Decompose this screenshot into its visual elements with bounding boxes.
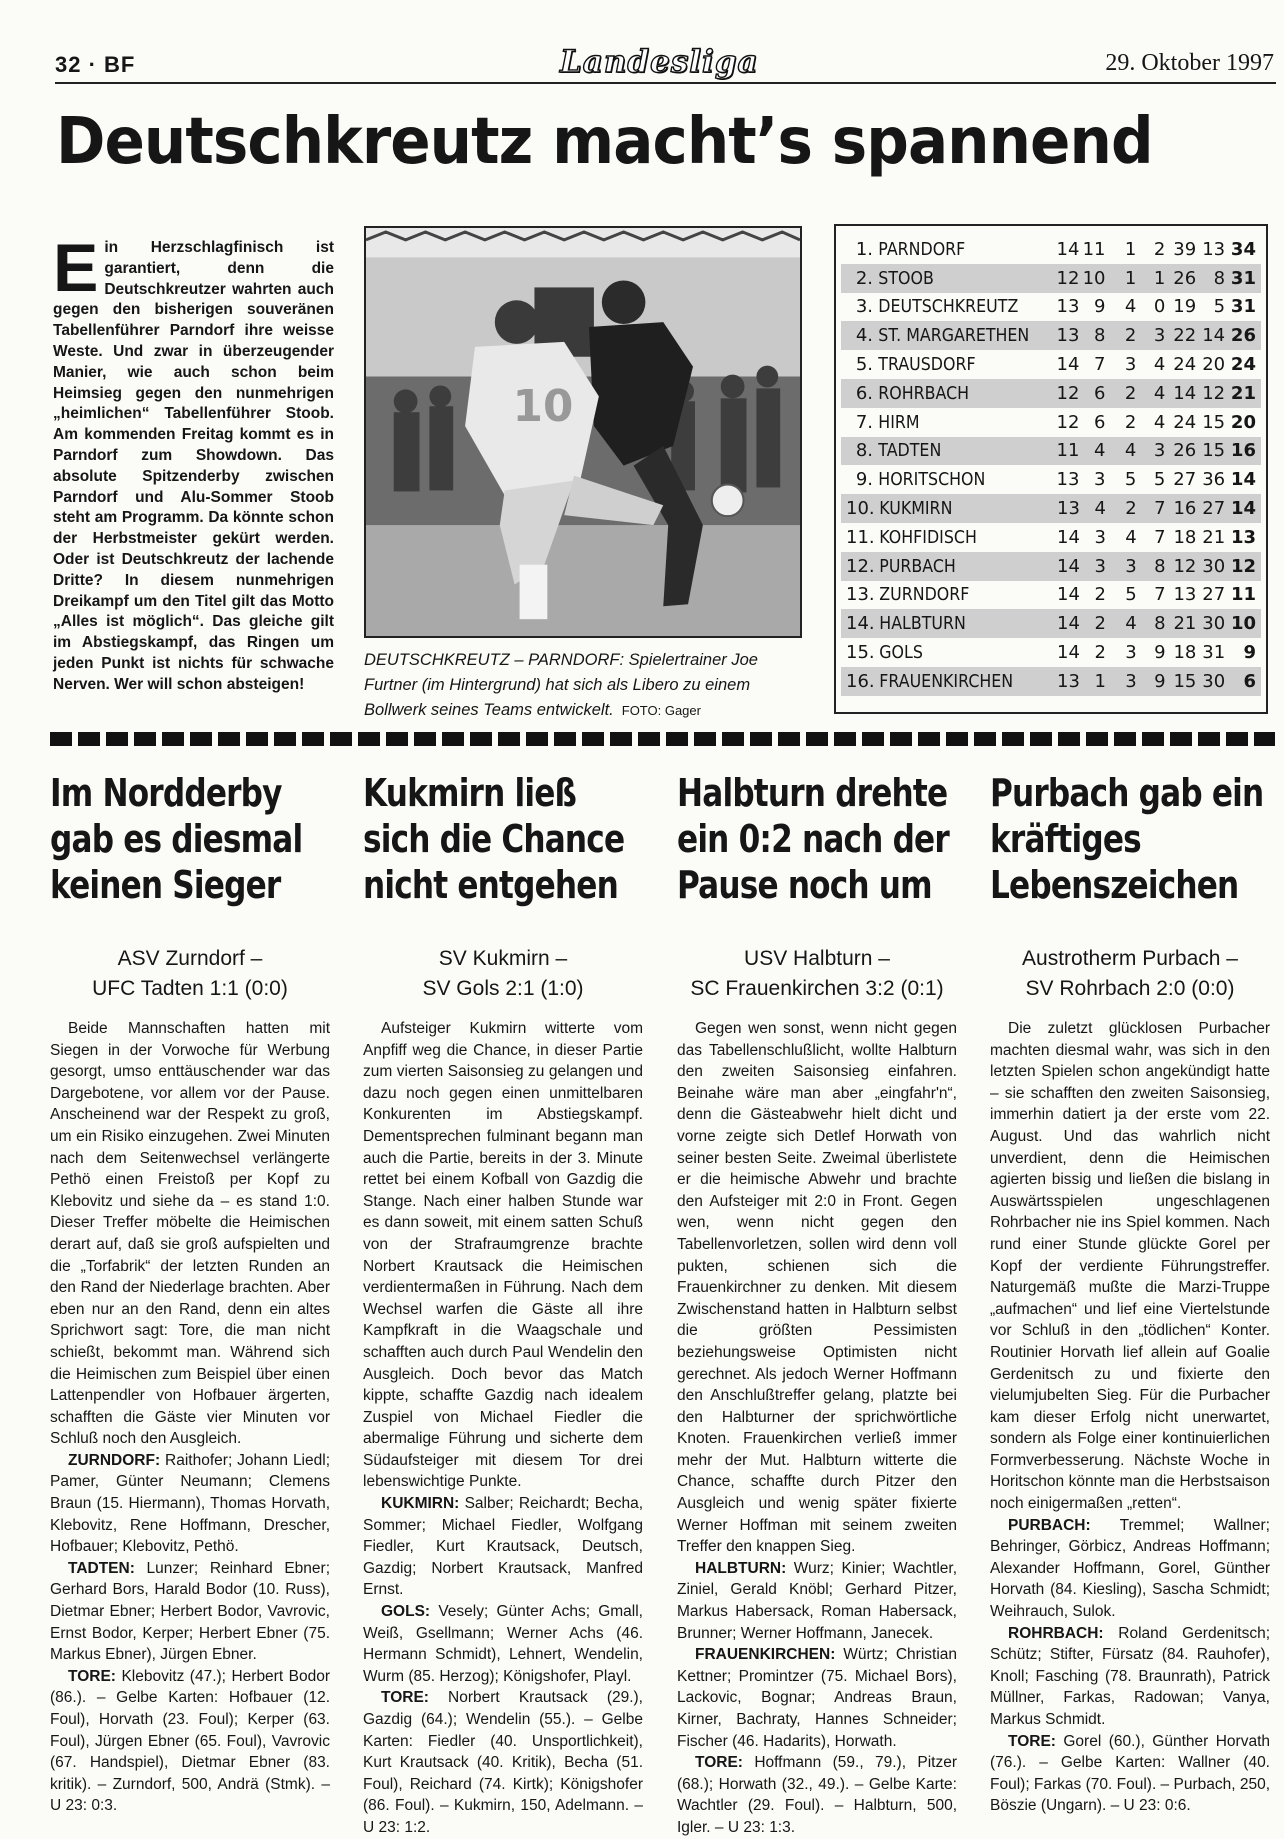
standings-cell-won: 3	[1094, 469, 1106, 491]
match-result	[990, 944, 1270, 1004]
standings-cell-lost: 4	[1153, 382, 1166, 404]
lineup-away-text: Würtz; Christian Kettner; Promintzer (75. Michael Bors), Lackovic, Bognar; Andreas Braun, Kirner, Bachraty, Hannes Schneider; Fischer (46. Hadarits), Horwath.	[677, 1646, 957, 1750]
page-number: 32 · BF	[55, 52, 136, 77]
lineup-home-label: ZURNDORF:	[68, 1451, 161, 1469]
standings-cell-team: PURBACH	[879, 555, 956, 577]
standings-cell-pos: 3.	[855, 296, 874, 318]
standings-cell-drawn: 1	[1124, 267, 1137, 289]
lineup-home-label: PURBACH:	[1008, 1516, 1091, 1534]
standings-cell-drawn: 4	[1124, 440, 1137, 462]
standings-cell-gf: 21	[1173, 613, 1197, 635]
standings-cell-won: 6	[1094, 411, 1106, 433]
article-body	[50, 1018, 330, 1450]
standings-cell-pos: 9.	[855, 469, 874, 491]
standings-cell-pts: 24	[1230, 354, 1256, 376]
standings-cell-lost: 8	[1154, 555, 1166, 577]
standings-cell-gf: 12	[1173, 555, 1197, 577]
standings-cell-pos: 16.	[846, 670, 875, 692]
lineup-away	[990, 1623, 1270, 1731]
jersey-number: 10	[512, 382, 574, 433]
standings-cell-drawn: 2	[1124, 382, 1137, 404]
goals-label: TORE:	[68, 1667, 116, 1685]
standings-cell-won: 2	[1094, 613, 1106, 635]
standings-cell-team: FRAUENKIRCHEN	[879, 670, 1014, 692]
article-body	[363, 1018, 643, 1493]
standings-cell-lost: 0	[1153, 296, 1166, 318]
article-kukmirn-gols	[363, 770, 643, 1839]
standings-cell-won: 7	[1094, 354, 1106, 376]
standings-cell-team: KOHFIDISCH	[879, 526, 977, 548]
match-photo	[364, 226, 802, 638]
standings-cell-lost: 7	[1154, 498, 1166, 520]
standings-cell-pts: 16	[1230, 440, 1256, 462]
intro-text	[53, 230, 334, 696]
standings-cell-gf: 19	[1173, 296, 1197, 318]
standings-cell-played: 14	[1057, 555, 1080, 577]
standings-cell-pos: 11.	[846, 526, 875, 548]
standings-cell-ga: 15	[1202, 440, 1226, 462]
standings-cell-ga: 14	[1202, 325, 1226, 347]
standings-cell-drawn: 4	[1124, 296, 1137, 318]
standings-row	[841, 465, 1261, 494]
lineup-away-label: GOLS:	[381, 1603, 431, 1621]
standings-cell-gf: 26	[1173, 267, 1197, 289]
photo-caption	[364, 648, 804, 723]
standings-cell-ga: 30	[1202, 613, 1226, 635]
standings-cell-pts: 20	[1230, 411, 1256, 433]
standings-cell-gf: 15	[1173, 670, 1197, 692]
article-lineups	[363, 1493, 643, 1839]
standings-cell-won: 3	[1094, 555, 1106, 577]
standings-cell-gf: 27	[1173, 469, 1197, 491]
standings-cell-pts: 14	[1230, 498, 1256, 520]
standings-cell-pos: 4.	[855, 325, 874, 347]
article-body-text: Die zuletzt glücklosen Purbacher machten diesmal wahr, was sich in den letzten Spielen schon angekündigt hatte – sie schafften den zweiten Saisonsieg, immerhin datiert ja der erste vom 22. August. Und das wahrlich nicht unverdient, denn die Heimischen agierten bissig und ließen die bislang in Auswärtsspielen ungeschlagenen Rohrbacher nie ins Spiel kommen. Nach rund einer Stunde glückte Gorel per Kopf der verdiente Führungstreffer. Naturgemäß mußte die Marzi-Truppe „aufmachen“ und lief eine Viertelstunde vor Schluß in den „tödlichen“ Konter. Routinier Horvath lief allein auf Goalie Gerdenitsch zu und fixierte den vielumjubelten Sieg. Für die Purbacher kam dieser Erfolg nicht unerwartet, sondern als Folge einer kontinuierlichen Formverbesserung. Nächste Woche in Horitschon könnte man die Herbstsaison noch einigermaßen „retten“.	[990, 1020, 1270, 1513]
standings-cell-played: 13	[1056, 325, 1080, 347]
lineup-away-label: TADTEN:	[68, 1559, 135, 1577]
standings-cell-played: 11	[1056, 440, 1080, 462]
standings-row	[841, 581, 1261, 610]
standings-cell-pts: 11	[1230, 584, 1256, 606]
standings-cell-team: ST. MARGARETHEN	[878, 325, 1030, 347]
standings-cell-team: HALBTURN	[879, 613, 966, 635]
article-lineups	[990, 1515, 1270, 1817]
standings-cell-pos: 10.	[846, 498, 875, 520]
match-line-2: SV Rohrbach 2:0 (0:0)	[1025, 977, 1235, 1000]
lineup-away-label: ROHRBACH:	[1008, 1624, 1104, 1642]
standings-cell-pos: 6.	[855, 382, 874, 404]
match-result	[677, 944, 957, 1004]
section-divider	[50, 732, 1275, 746]
standings-cell-ga: 8	[1213, 267, 1226, 289]
standings-cell-pts: 21	[1230, 382, 1256, 404]
standings-cell-lost: 4	[1153, 411, 1166, 433]
standings-cell-pts: 13	[1230, 526, 1256, 548]
standings-cell-ga: 27	[1202, 498, 1226, 520]
lineup-away-text: Roland Gerdenitsch; Schütz; Stifter, Fürsatz (84. Rauhofer), Knoll; Fasching (78. Braunrath), Patrick Müllner, Farkas, Radowan; Vanya, Markus Schmidt.	[990, 1624, 1270, 1728]
standings-cell-gf: 24	[1173, 411, 1197, 433]
standings-cell-team: ROHRBACH	[878, 382, 970, 404]
standings-cell-pts: 31	[1230, 267, 1256, 289]
standings-cell-pos: 13.	[846, 584, 875, 606]
standings-cell-ga: 15	[1202, 411, 1226, 433]
issue-date: 29. Oktober 1997	[1105, 50, 1274, 76]
article-headline: Halbturn drehte ein 0:2 nach der Pause noch um	[677, 771, 949, 907]
standings-cell-team: HORITSCHON	[878, 469, 986, 491]
standings-cell-team: HIRM	[878, 411, 920, 433]
standings-cell-played: 12	[1056, 382, 1080, 404]
standings-cell-played: 14	[1057, 642, 1080, 664]
standings-cell-won: 8	[1094, 325, 1106, 347]
lineup-away-text: Lunzer; Reinhard Ebner; Gerhard Bors, Harald Bodor (10. Russ), Dietmar Ebner; Herbert Bodor, Vavrovic, Ernst Bodor, Kerper; Herbert Ebner (75. Markus Ebner), Jürgen Ebner.	[50, 1559, 330, 1664]
standings-cell-pts: 14	[1230, 469, 1256, 491]
standings-cell-gf: 18	[1173, 642, 1197, 664]
lineup-home-text: Wurz; Kinier; Wachtler, Ziniel, Gerald Knöbl; Gerhard Pitzer, Markus Habersack, Roman Habersack, Brunner; Werner Hoffmann, Janecek.	[677, 1559, 957, 1642]
standings-cell-gf: 39	[1173, 238, 1197, 260]
standings-cell-ga: 20	[1202, 354, 1226, 376]
article-body	[677, 1018, 957, 1558]
article-headline: Purbach gab ein kräftiges Lebenszeichen	[990, 771, 1264, 907]
standings-cell-pts: 6	[1243, 670, 1256, 692]
photo-credit: FOTO: Gager	[621, 703, 701, 718]
standings-row	[841, 437, 1261, 466]
standings-cell-ga: 31	[1202, 642, 1226, 664]
lineup-away	[363, 1601, 643, 1687]
goals-info	[50, 1666, 330, 1817]
standings-cell-pos: 2.	[855, 267, 874, 289]
lineup-away-text: Vesely; Günter Achs; Gmall, Weiß, Gsellmann; Werner Achs (46. Hermann Schmidt), Lehnert, Wendelin, Wurm (85. Herzog); Königshofer, Playl.	[363, 1603, 643, 1685]
standings-cell-gf: 22	[1173, 325, 1197, 347]
standings-row	[841, 408, 1261, 437]
standings-cell-played: 14	[1056, 354, 1080, 376]
lineup-home	[990, 1515, 1270, 1623]
standings-row	[841, 638, 1261, 667]
standings-cell-team: GOLS	[879, 642, 923, 664]
article-body-text: Beide Mannschaften hatten mit Siegen in der Vorwoche für Werbung gesorgt, umso enttäuschender war das Dargebotene, vor allem vor der Pause. Anscheinend war der Respekt zu groß, um ein Risiko einzugehen. Zwei Minuten nach dem Seitenwechsel verlängerte Pethö einen Freistoß per Kopf zu Klebovitz und siehe da – es stand 1:0. Dieser Treffer möbelte die Heimischen derart auf, daß sie groß aufspielten und die „Torfabrik“ der letzten Runden an den Rand der Niederlage brachten. Aber eben nur an den Rand, denn ein altes Sprichwort sagt: Tore, die man nicht schießt, bekommt man. Während sich die Heimischen zum Beispiel über einen Lattenpendler von Hofbauer ärgerten, schafften die Gäste vier Minuten vor Schluß noch den Ausgleich.	[50, 1020, 330, 1448]
standings-cell-team: PARNDORF	[878, 238, 966, 260]
goals-text: Hoffmann (59., 79.), Pitzer (68.); Horwath (32., 49.). – Gelbe Karte: Wachtler (29. Foul). – Halbturn, 500, Igler. – U 23: 1:3.	[677, 1754, 957, 1836]
match-line-2: SC Frauenkirchen 3:2 (0:1)	[690, 977, 944, 1000]
standings-cell-lost: 7	[1154, 584, 1166, 606]
standings-cell-won: 3	[1094, 526, 1106, 548]
standings-cell-won: 4	[1094, 440, 1106, 462]
standings-row	[841, 235, 1261, 264]
standings-cell-won: 9	[1094, 296, 1106, 318]
standings-cell-played: 13	[1056, 296, 1080, 318]
match-line-1: Austrotherm Purbach –	[1022, 947, 1238, 970]
standings-cell-pos: 15.	[846, 642, 875, 664]
goals-label: TORE:	[1008, 1732, 1056, 1750]
standings-cell-won: 2	[1094, 584, 1106, 606]
standings-cell-pts: 34	[1230, 238, 1256, 260]
standings-cell-ga: 30	[1202, 670, 1226, 692]
lineup-away	[677, 1644, 957, 1752]
match-line-1: USV Halbturn –	[744, 947, 890, 970]
standings-cell-pos: 7.	[855, 411, 874, 433]
standings-cell-pts: 9	[1243, 642, 1256, 664]
standings-row	[841, 552, 1261, 581]
match-line-2: UFC Tadten 1:1 (0:0)	[92, 977, 288, 1000]
standings-row	[841, 321, 1261, 350]
standings-cell-played: 12	[1056, 411, 1080, 433]
standings-cell-team: DEUTSCHKREUTZ	[878, 296, 1019, 318]
standings-row	[841, 350, 1261, 379]
standings-cell-drawn: 5	[1124, 469, 1137, 491]
standings-cell-lost: 3	[1153, 325, 1166, 347]
standings-cell-won: 10	[1082, 267, 1106, 289]
lineup-away	[50, 1558, 330, 1666]
article-zurndorf-tadten	[50, 770, 330, 1817]
standings-cell-lost: 5	[1153, 469, 1166, 491]
article-body-text: Aufsteiger Kukmirn witterte vom Anpfiff weg die Chance, in dieser Partie zum vierten Saisonsieg zu gelangen und dazu noch gegen einen unmittelbaren Konkurenten im Abstiegskampf. Dementsprechen fulminant begann man auch die Partie, bereits in der 3. Minute rettet bei einem Kofball von Gazdig die Stange. Nach einer halben Stunde war es dann soweit, mit einem satten Schuß von der Strafraumgrenze brachte Norbert Krautsack die Heimischen verdientermaßen in Führung. Nach dem Wechsel warfen die Gäste all ihre Kampfkraft in die Waagschale und schafften auch durch Paul Wendelin den Ausgleich. Doch bevor das Match kippte, schaffte Gazdig nach idealem Zuspiel von Michael Fiedler die abermalige Führung und sicherte dem Südaufsteiger mit diesem Tor drei lebenswichtige Punkte.	[363, 1020, 643, 1491]
lineup-home-label: HALBTURN:	[695, 1559, 787, 1577]
standings-cell-drawn: 2	[1124, 325, 1137, 347]
lineup-home-text: Tremmel; Wallner; Behringer, Görbicz, Andreas Hoffmann; Alexander Hoffmann, Gorel, Günther Horvath (84. Kiesling), Sascha Schmidt; Weihrauch, Sulok.	[990, 1516, 1270, 1621]
article-lineups	[677, 1558, 957, 1839]
standings-cell-drawn: 2	[1125, 498, 1137, 520]
standings-cell-won: 2	[1094, 642, 1106, 664]
standings-cell-team: KUKMIRN	[879, 498, 953, 520]
standings-cell-played: 13	[1056, 469, 1080, 491]
goals-label: TORE:	[381, 1689, 429, 1707]
goals-info	[990, 1731, 1270, 1817]
article-body-text: Gegen wen sonst, wenn nicht gegen das Tabellenschlußlicht, wollte Halbturn den zweiten Saisonsieg einfahren. Beinahe wäre man aber „eingfahr'n“, denn die Gästeabwehr hielt dicht und vorne zeigte sich Detlef Horwath von seiner besten Seite. Zweimal überlistete er die heimische Abwehr und brachte den Aufsteiger mit 2:0 in Front. Gegen wen, wenn nicht gegen den Tabellenvorletzen, sollen wird denn voll pukten, schienen sich die Frauenkirchner zu denken. Mit diesem Zwischenstand hatten in Halbturn selbst die größten Pessimisten beziehungsweise Optimisten nicht gerechnet. Als jedoch Werner Hoffmann den Anschlußtreffer gelang, platzte bei den Halbturner der sprichwörtliche Knoten. Frauenkirchen verließ immer mehr der Mut. Halbturn witterte die Chance, schaffte durch Pitzer den Ausgleich und wenig später fixierte Werner Hoffman mit seinem zweiten Treffer den knappen Sieg.	[677, 1020, 957, 1556]
standings-cell-ga: 5	[1213, 296, 1226, 318]
lineup-home-label: KUKMIRN:	[381, 1495, 460, 1513]
standings-row	[841, 523, 1261, 552]
standings-table	[834, 224, 1268, 714]
standings-cell-team: STOOB	[878, 267, 934, 289]
standings-row	[841, 379, 1261, 408]
intro-text-b: Am kommenden Freitag kommt es in Parndorf zum Showdown. Das absolute Spitzenderby zwischen Parndorf und Alu-Sommer Stoob steht am Programm. Da könnte schon der Herbstmeister gekürt werden. Oder ist Deutschkreutz der lachende Dritte? In diesem nunmehrigen Dreikampf um den Titel gilt das Motto „Alles ist möglich“. Das gleiche gilt im Abstiegskampf, das Ringen um jeden Punkt ist nichts für schwache Nerven. Wer will schon absteigen!	[53, 426, 334, 693]
standings-cell-pts: 26	[1230, 325, 1256, 347]
goals-text: Norbert Krautsack (29.), Gazdig (64.); Wendelin (55.). – Gelbe Karten: Fiedler (40. Unsportlichkeit), Kurt Krautsack (40. Kritik), Becha (51. Foul), Reichard (74. Kirtk); Königshofer (86. Foul). – Kukmirn, 150, Adelmann. – U 23: 1:2.	[363, 1689, 643, 1836]
standings-row	[841, 293, 1261, 322]
standings-cell-lost: 1	[1153, 267, 1166, 289]
goals-info	[677, 1752, 957, 1838]
standings-cell-ga: 13	[1202, 238, 1226, 260]
standings-cell-lost: 4	[1153, 354, 1166, 376]
standings-cell-played: 14	[1057, 584, 1080, 606]
standings-cell-ga: 27	[1202, 584, 1226, 606]
standings-cell-drawn: 2	[1124, 411, 1137, 433]
lineup-away-label: FRAUENKIRCHEN:	[695, 1646, 836, 1664]
standings-cell-ga: 30	[1202, 555, 1226, 577]
goals-text: Gorel (60.), Günther Horvath (76.). – Gelbe Karten: Wallner (40. Foul); Farkas (70. Foul). – Purbach, 250, Böszie (Ungarn). – U 23: 0:6.	[990, 1732, 1270, 1815]
standings-cell-played: 12	[1056, 267, 1080, 289]
standings-cell-won: 1	[1094, 670, 1106, 692]
standings-row	[841, 609, 1261, 638]
intro-dropcap: E	[53, 230, 99, 306]
standings-cell-drawn: 3	[1125, 670, 1137, 692]
standings-cell-pts: 10	[1230, 613, 1256, 635]
goals-text: Klebovitz (47.); Herbert Bodor (86.). – Gelbe Karten: Hofbauer (12. Foul), Horvath (23. Foul); Kerper (63. Foul), Jürgen Ebner (65. Foul), Vavrovic (67. Handspiel), Dietmar Ebner (83. kritik). – Zurndorf, 500, Andrä (Stmk). – U 23: 0:3.	[50, 1667, 330, 1815]
standings-cell-lost: 2	[1153, 238, 1166, 260]
standings-cell-won: 4	[1094, 498, 1106, 520]
article-headline: Im Nordderby gab es diesmal keinen Sieger	[50, 771, 303, 907]
match-line-1: ASV Zurndorf –	[117, 947, 263, 970]
standings-cell-team: TADTEN	[878, 440, 942, 462]
lineup-home	[677, 1558, 957, 1644]
standings-cell-team: TRAUSDORF	[878, 354, 976, 376]
standings-cell-lost: 9	[1154, 642, 1166, 664]
match-line-1: SV Kukmirn –	[438, 947, 568, 970]
standings-cell-lost: 8	[1154, 613, 1166, 635]
standings-cell-played: 14	[1056, 238, 1080, 260]
standings-cell-drawn: 4	[1125, 526, 1137, 548]
standings-cell-pos: 1.	[855, 238, 874, 260]
section-title: Landesliga	[560, 44, 759, 80]
article-lineups	[50, 1450, 330, 1817]
standings-cell-pts: 31	[1230, 296, 1256, 318]
goals-label: TORE:	[695, 1754, 743, 1772]
standings-cell-gf: 14	[1173, 382, 1197, 404]
standings-cell-played: 14	[1057, 526, 1080, 548]
standings-cell-pts: 12	[1230, 555, 1256, 577]
lineup-home-text: Raithofer; Johann Liedl; Pamer, Günter Neumann; Clemens Braun (15. Hiermann), Thomas Horvath, Klebovitz, Rene Hoffmann, Drescher, Hofbauer; Klebovitz, Pethö.	[50, 1451, 330, 1556]
standings-cell-ga: 21	[1202, 526, 1226, 548]
lineup-home	[363, 1493, 643, 1601]
standings-cell-ga: 36	[1202, 469, 1226, 491]
standings-row	[841, 667, 1261, 696]
standings-cell-played: 13	[1057, 498, 1080, 520]
standings-cell-gf: 24	[1173, 354, 1197, 376]
standings-cell-ga: 12	[1202, 382, 1226, 404]
standings-cell-drawn: 3	[1124, 354, 1137, 376]
standings-cell-pos: 5.	[855, 354, 874, 376]
standings-cell-drawn: 3	[1125, 555, 1137, 577]
lineup-home-text: Salber; Reichardt; Becha, Sommer; Michael Fiedler, Wolfgang Fiedler, Kurt Krautsack, Deutsch, Gazdig; Norbert Krautsack, Manfred Ernst.	[363, 1495, 644, 1599]
standings-cell-played: 14	[1057, 613, 1080, 635]
standings-cell-won: 11	[1082, 238, 1106, 260]
header-rule	[55, 82, 1276, 84]
intro-text-a: in Herzschlagfinisch ist garantiert, denn die Deutschkreutzer wahrten auch gegen den bisherigen souveränen Tabellenführer Parndorf ihre weisse Weste. Und zwar in überzeugender Manier, wie auch schon beim Heimsieg gegen den nunmehrigen „heimlichen“ Tabellenführer Stoob.	[53, 239, 334, 423]
standings-cell-lost: 9	[1154, 670, 1166, 692]
match-line-2: SV Gols 2:1 (1:0)	[422, 977, 584, 1000]
standings-cell-lost: 3	[1153, 440, 1166, 462]
standings-cell-pos: 14.	[846, 613, 875, 635]
match-result	[363, 944, 643, 1004]
football-players-illustration	[366, 228, 800, 636]
standings-cell-gf: 13	[1173, 584, 1197, 606]
standings-cell-won: 6	[1094, 382, 1106, 404]
standings-cell-pos: 8.	[855, 440, 874, 462]
standings-row	[841, 494, 1261, 523]
standings-cell-gf: 18	[1173, 526, 1197, 548]
article-body	[990, 1018, 1270, 1515]
lineup-home	[50, 1450, 330, 1558]
goals-info	[363, 1687, 643, 1838]
standings-cell-played: 13	[1057, 670, 1080, 692]
article-halbturn-frauenkirchen	[677, 770, 957, 1839]
article-headline: Kukmirn ließ sich die Chance nicht entgehen	[363, 771, 625, 907]
photo-caption-text: DEUTSCHKREUTZ – PARNDORF: Spielertrainer Joe Furtner (im Hintergrund) hat sich als Libero zu einem Bollwerk seines Teams entwickelt.	[364, 651, 758, 719]
standings-cell-pos: 12.	[846, 555, 875, 577]
standings-cell-gf: 26	[1173, 440, 1197, 462]
standings-cell-drawn: 3	[1125, 642, 1137, 664]
standings-cell-drawn: 1	[1124, 238, 1137, 260]
standings-cell-team: ZURNDORF	[879, 584, 970, 606]
standings-row	[841, 264, 1261, 293]
match-result	[50, 944, 330, 1004]
standings-cell-gf: 16	[1173, 498, 1197, 520]
standings-cell-drawn: 4	[1125, 613, 1137, 635]
standings-cell-lost: 7	[1154, 526, 1166, 548]
standings-cell-drawn: 5	[1125, 584, 1137, 606]
article-purbach-rohrbach	[990, 770, 1270, 1817]
page-headline: Deutschkreutz macht’s spannend	[56, 105, 1153, 179]
